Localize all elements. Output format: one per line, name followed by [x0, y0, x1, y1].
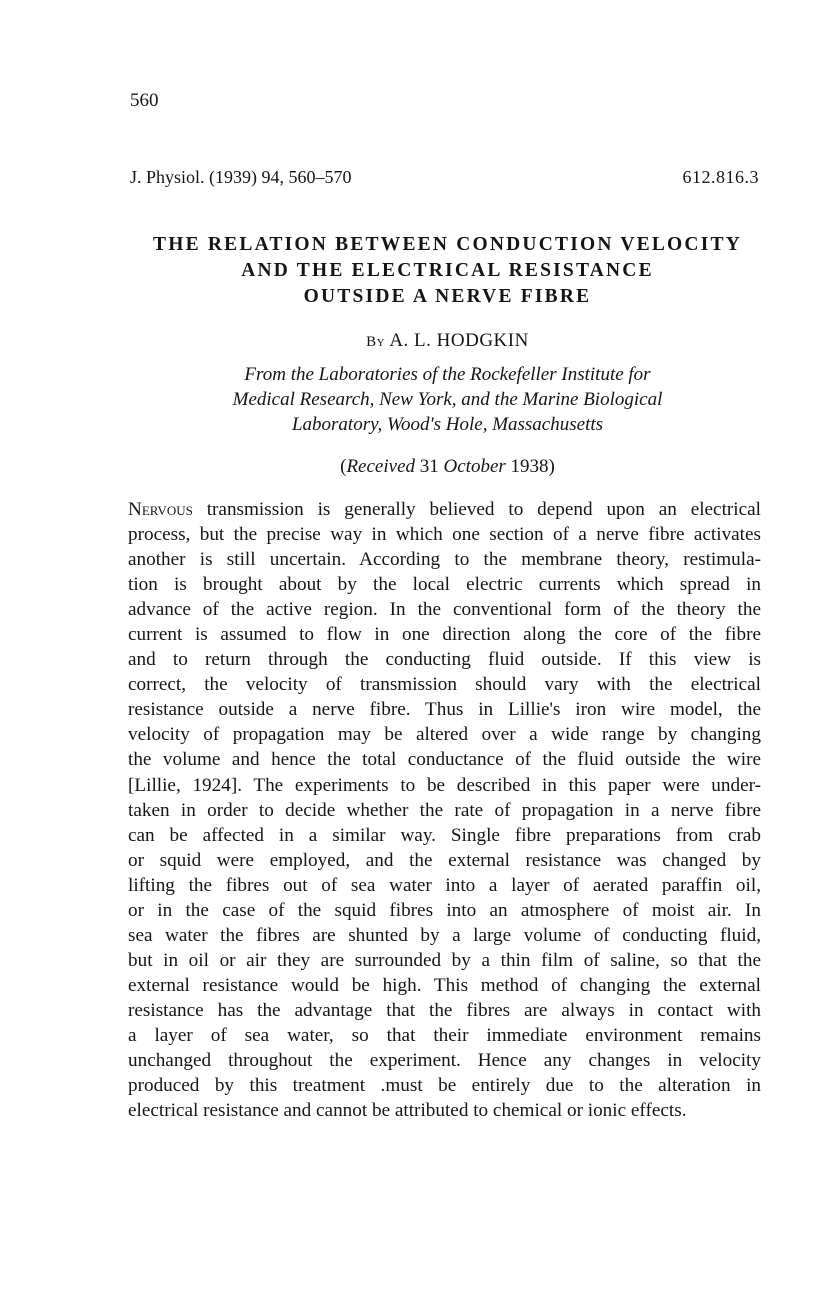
journal-reference: J. Physiol. (1939) 94, 560–570 — [130, 167, 352, 187]
body-line: but in oil or air they are surrounded by a thin film of saline, so that the — [128, 949, 761, 971]
body-line: unchanged throughout the experiment. Hence any changes in velocity — [128, 1050, 761, 1072]
body-line: process, but the precise way in which one section of a nerve fibre activates — [128, 524, 761, 546]
author-byline — [120, 330, 775, 352]
body-line: current is assumed to flow in one direction along the core of the fibre — [128, 624, 761, 646]
body-line: [Lillie, 1924]. The experiments to be described in this paper were under- — [128, 774, 761, 796]
body-line: taken in order to decide whether the rate of propagation in a nerve fibre — [128, 799, 761, 821]
body-line: advance of the active region. In the conventional form of the theory the — [128, 599, 761, 621]
classification-number: 612.816.3 — [682, 167, 759, 187]
received-day: 31 — [419, 456, 439, 477]
author-name: A. L. HODGKIN — [389, 330, 529, 351]
body-paragraph — [128, 497, 761, 1123]
body-line: or squid were employed, and the external resistance was changed by — [128, 849, 761, 871]
body-line: tion is brought about by the local electric currents which spread in — [128, 574, 761, 596]
received-date: (Received 31 October 1938) — [340, 456, 555, 477]
first-word: Nervous — [128, 499, 193, 520]
body-line: velocity of propagation may be altered over a wide range by changing — [128, 724, 761, 746]
body-line: a layer of sea water, so that their immediate environment remains — [128, 1024, 761, 1046]
body-line: correct, the velocity of transmission should vary with the electrical — [128, 674, 761, 696]
body-line: can be affected in a similar way. Single fibre preparations from crab — [128, 824, 761, 846]
body-line: produced by this treatment .must be entirely due to the alteration in — [128, 1075, 761, 1097]
received-label: Received — [346, 456, 416, 477]
body-line: Nervous transmission is generally believed to depend upon an electrical — [128, 499, 761, 520]
body-line: another is still uncertain. According to the membrane theory, restimula- — [128, 549, 761, 571]
affiliation-line-1: From the Laboratories of the Rockefeller Institute for — [244, 364, 651, 385]
byline-prefix: By — [366, 334, 386, 350]
title-line-1: THE RELATION BETWEEN CONDUCTION VELOCITY — [153, 234, 742, 255]
body-line: or in the case of the squid fibres into an atmosphere of moist air. In — [128, 899, 761, 921]
affiliation-line-2: Medical Research, New York, and the Marine Biological — [232, 389, 663, 410]
title-line-3: OUTSIDE A NERVE FIBRE — [303, 286, 592, 307]
received-month: October — [443, 456, 506, 477]
body-line: the volume and hence the total conductance of the fluid outside the wire — [128, 749, 761, 771]
body-line: sea water the fibres are shunted by a large volume of conducting fluid, — [128, 924, 761, 946]
received-year: 1938 — [510, 456, 549, 477]
body-line: resistance outside a nerve fibre. Thus in Lillie's iron wire model, the — [128, 699, 761, 721]
affiliation-line-3: Laboratory, Wood's Hole, Massachusetts — [291, 414, 604, 435]
page-number: 560 — [130, 90, 159, 111]
body-line: lifting the fibres out of sea water into a layer of aerated paraffin oil, — [128, 874, 761, 896]
title-line-2: AND THE ELECTRICAL RESISTANCE — [241, 260, 654, 281]
body-line: electrical resistance and cannot be attributed to chemical or ionic effects. — [128, 1100, 687, 1122]
affiliation — [120, 362, 775, 437]
body-line: and to return through the conducting fluid outside. If this view is — [128, 649, 761, 671]
body-line: resistance has the advantage that the fibres are always in contact with — [128, 999, 761, 1021]
article-title — [120, 232, 775, 310]
body-line: external resistance would be high. This method of changing the external — [128, 974, 761, 996]
